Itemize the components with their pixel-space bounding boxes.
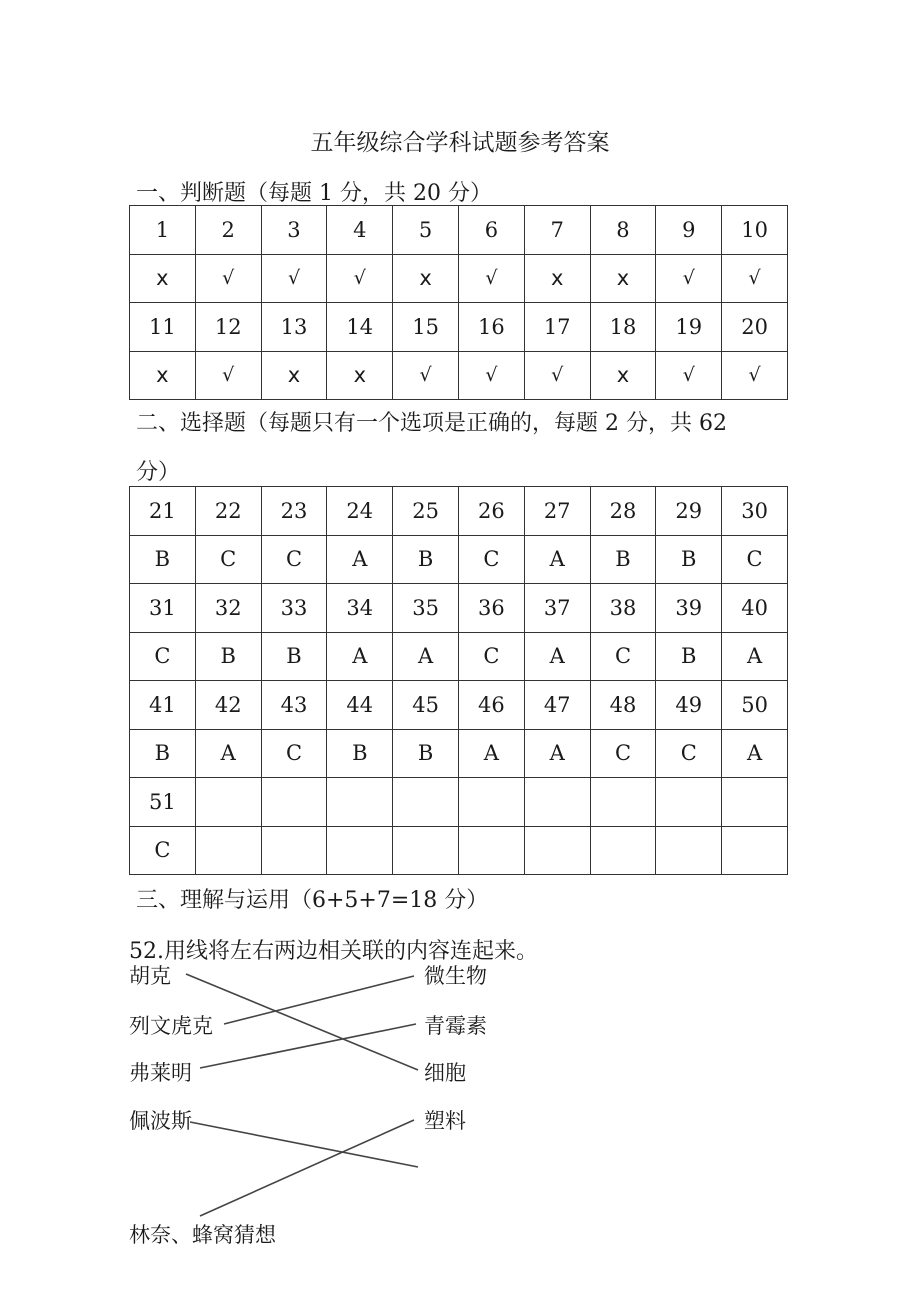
table-cell: 31 [130,584,196,633]
table-cell: B [130,535,196,584]
table-cell: √ [656,351,722,400]
table-cell: 34 [327,584,393,633]
section2-heading-line1: 二、选择题（每题只有一个选项是正确的，每题 2 分，共 62 [136,411,727,436]
table-cell: x [327,351,393,400]
table-cell: A [393,632,459,681]
table-cell: 4 [327,206,393,255]
right-item-microbe: 微生物 [424,964,487,988]
table-cell: x [130,351,196,400]
table-cell: √ [524,351,590,400]
table-cell: 12 [195,303,261,352]
table-cell: A [524,535,590,584]
table-cell: A [524,729,590,778]
section2-heading-line2: 分） [136,460,181,485]
table-cell: 33 [261,584,327,633]
table-cell: 41 [130,681,196,730]
table-cell: B [656,632,722,681]
table-cell: 35 [393,584,459,633]
question-52-prompt: 52.用线将左右两边相关联的内容连起来。 [129,939,538,964]
table-cell: 10 [722,206,788,255]
left-item-leeuwenhoek: 列文虎克 [129,1014,213,1038]
table-cell: 28 [590,487,656,536]
table-cell: 42 [195,681,261,730]
table-cell: 48 [590,681,656,730]
table-cell: A [524,632,590,681]
table-cell: 17 [524,303,590,352]
table-cell: B [590,535,656,584]
table-cell: C [261,729,327,778]
table-cell: C [458,632,524,681]
table-cell: √ [458,254,524,303]
line-hooke-cell [186,974,418,1070]
table-cell: B [393,535,459,584]
table-cell: B [130,729,196,778]
right-item-cell: 细胞 [424,1061,466,1085]
table-cell: 7 [524,206,590,255]
table-cell: 18 [590,303,656,352]
line-leeuwenhoek-microbe [224,976,414,1024]
table-cell: √ [327,254,393,303]
table-cell: B [195,632,261,681]
table-cell: √ [458,351,524,400]
table-cell: 24 [327,487,393,536]
table-cell: A [722,729,788,778]
table-cell: B [327,729,393,778]
table-cell: 29 [656,487,722,536]
table-cell: 6 [458,206,524,255]
table-cell: 13 [261,303,327,352]
table-cell: √ [722,351,788,400]
table-cell: 25 [393,487,459,536]
table-cell: x [524,254,590,303]
table-cell: C [590,632,656,681]
table-cell: x [590,351,656,400]
table-cell: 43 [261,681,327,730]
table-cell: √ [393,351,459,400]
table-cell: 15 [393,303,459,352]
table-cell: C [590,729,656,778]
table-cell: 38 [590,584,656,633]
left-item-pepys: 佩波斯 [129,1109,192,1133]
table-cell: 21 [130,487,196,536]
table-cell: 36 [458,584,524,633]
right-item-plastic: 塑料 [424,1109,466,1133]
table-cell: √ [656,254,722,303]
table-cell: C [656,729,722,778]
table-cell: B [656,535,722,584]
table-cell: C [722,535,788,584]
left-item-linnaeus: 林奈、蜂窝猜想 [129,1223,276,1247]
table-cell: 37 [524,584,590,633]
table-cell: √ [195,254,261,303]
section3-heading: 三、理解与运用（6+5+7=18 分） [136,888,489,913]
table-cell: x [130,254,196,303]
table-cell: 16 [458,303,524,352]
table-cell: C [458,535,524,584]
right-item-penicillin: 青霉素 [424,1014,487,1038]
table-cell: 30 [722,487,788,536]
table-cell: A [722,632,788,681]
table-cell: 40 [722,584,788,633]
table-cell: A [327,535,393,584]
table-cell: √ [261,254,327,303]
table-cell: C [130,826,196,875]
table-cell: √ [722,254,788,303]
table-cell: 26 [458,487,524,536]
table-cell: 9 [656,206,722,255]
table-cell: 51 [130,778,196,827]
table-cell: 47 [524,681,590,730]
table-cell: 22 [195,487,261,536]
page-title: 五年级综合学科试题参考答案 [310,130,610,156]
table-cell: √ [195,351,261,400]
table-cell: B [261,632,327,681]
table-cell: 1 [130,206,196,255]
table-cell: 20 [722,303,788,352]
table-cell: 14 [327,303,393,352]
table-cell: 49 [656,681,722,730]
table-cell: 5 [393,206,459,255]
table-cell: A [195,729,261,778]
table-cell: 39 [656,584,722,633]
table-cell: x [590,254,656,303]
table-cell: 46 [458,681,524,730]
table-cell: 44 [327,681,393,730]
table-cell: 45 [393,681,459,730]
line-linnaeus-plastic [200,1120,414,1216]
section1-heading: 一、判断题（每题 1 分，共 20 分） [136,181,492,206]
table-cell: 23 [261,487,327,536]
table-cell: C [130,632,196,681]
left-item-hooke: 胡克 [129,964,171,988]
table-cell: A [327,632,393,681]
table-cell: 19 [656,303,722,352]
table-cell: 3 [261,206,327,255]
table-cell: 50 [722,681,788,730]
table-cell: 27 [524,487,590,536]
line-pepys-blank [190,1122,418,1167]
table-cell: 32 [195,584,261,633]
table-cell: C [195,535,261,584]
left-item-fleming: 弗莱明 [129,1061,192,1085]
table-cell: 8 [590,206,656,255]
table-cell: 2 [195,206,261,255]
table-cell: x [393,254,459,303]
table-cell: B [393,729,459,778]
table-cell: x [261,351,327,400]
table-cell: C [261,535,327,584]
table-cell: A [458,729,524,778]
line-fleming-penicillin [200,1024,416,1068]
table-cell: 11 [130,303,196,352]
